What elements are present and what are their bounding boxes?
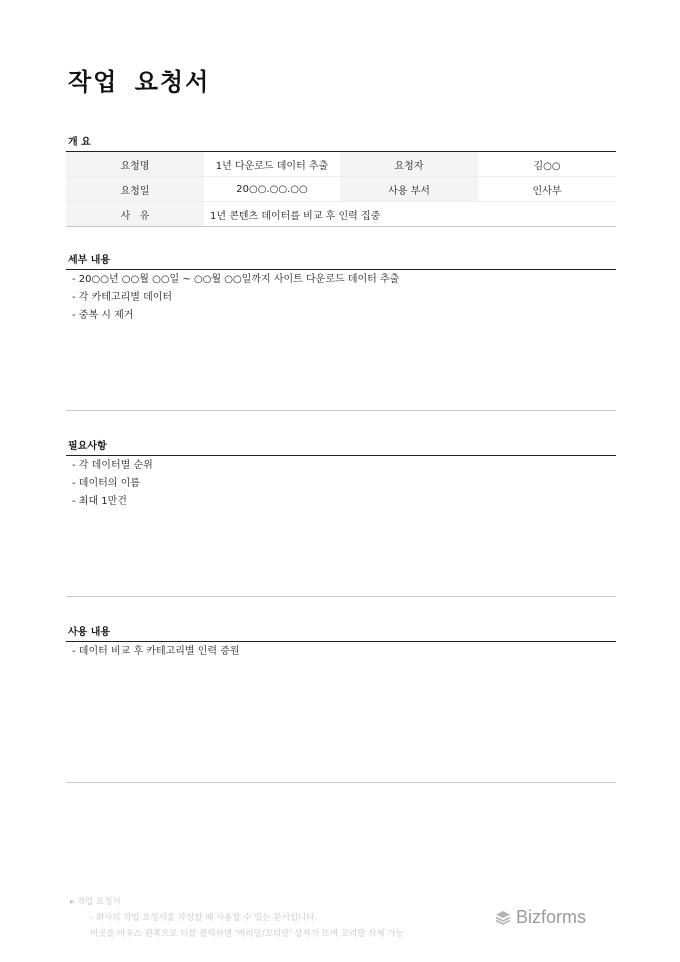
table-row xyxy=(66,152,616,177)
usage-bottom-rule xyxy=(66,782,616,783)
details-heading: 세부 내용 xyxy=(68,255,111,266)
request-date-value: 20○○.○○.○○ xyxy=(204,177,340,202)
list-item: - 중복 시 제거 xyxy=(72,310,134,321)
logo-text: Bizforms xyxy=(516,907,587,927)
overview-heading: 개 요 xyxy=(68,137,91,148)
footer-note[interactable] xyxy=(70,894,404,942)
list-item: - 각 카테고리별 데이터 xyxy=(72,292,173,303)
list-item: - 각 데이터별 순위 xyxy=(72,460,153,471)
usage-heading: 사용 내용 xyxy=(68,627,111,638)
department-value: 인사부 xyxy=(478,177,616,202)
document-title: 작업 요청서 xyxy=(68,68,211,96)
table-row xyxy=(66,177,616,202)
reason-value: 1년 콘텐츠 데이터를 비교 후 인력 집중 xyxy=(204,202,616,227)
requirements-list xyxy=(72,457,153,511)
requirements-top-rule xyxy=(66,455,616,456)
details-list xyxy=(72,271,399,325)
request-name-value: 1년 다운로드 데이터 추출 xyxy=(204,152,340,177)
table-row xyxy=(66,202,616,227)
stacked-layers-icon xyxy=(494,909,512,927)
list-item: - 데이터 비교 후 카테고리별 인력 증원 xyxy=(72,646,240,657)
requirements-bottom-rule xyxy=(66,596,616,597)
list-item: - 20○○년 ○○월 ○○일 ~ ○○월 ○○일까지 사이트 다운로드 데이터 추출 xyxy=(72,274,400,285)
details-bottom-rule xyxy=(66,410,616,411)
usage-list xyxy=(72,643,240,661)
requester-value: 김○○ xyxy=(478,152,616,177)
footer-line-instruction: 이곳을 마우스 왼쪽으로 더블 클릭하면 '머리말/꼬리말' 상자가 뜨며 꼬리말 삭제 가능 xyxy=(90,929,404,939)
overview-table xyxy=(66,152,616,227)
usage-top-rule xyxy=(66,641,616,642)
footer-line-description: - 회사의 작업 요청서를 작성할 때 사용할 수 있는 문서입니다. xyxy=(90,913,318,923)
bizforms-logo xyxy=(494,907,586,928)
request-name-label: 요청명 xyxy=(66,152,204,177)
reason-label: 사 유 xyxy=(66,202,204,227)
request-date-label: 요청일 xyxy=(66,177,204,202)
footer-line-title: ▸ 작업 요청서 xyxy=(70,897,121,907)
list-item: - 최대 1만건 xyxy=(72,496,127,507)
department-label: 사용 부서 xyxy=(340,177,478,202)
details-top-rule xyxy=(66,269,616,270)
requirements-heading: 필요사항 xyxy=(68,441,107,452)
list-item: - 데이터의 이름 xyxy=(72,478,140,489)
requester-label: 요청자 xyxy=(340,152,478,177)
